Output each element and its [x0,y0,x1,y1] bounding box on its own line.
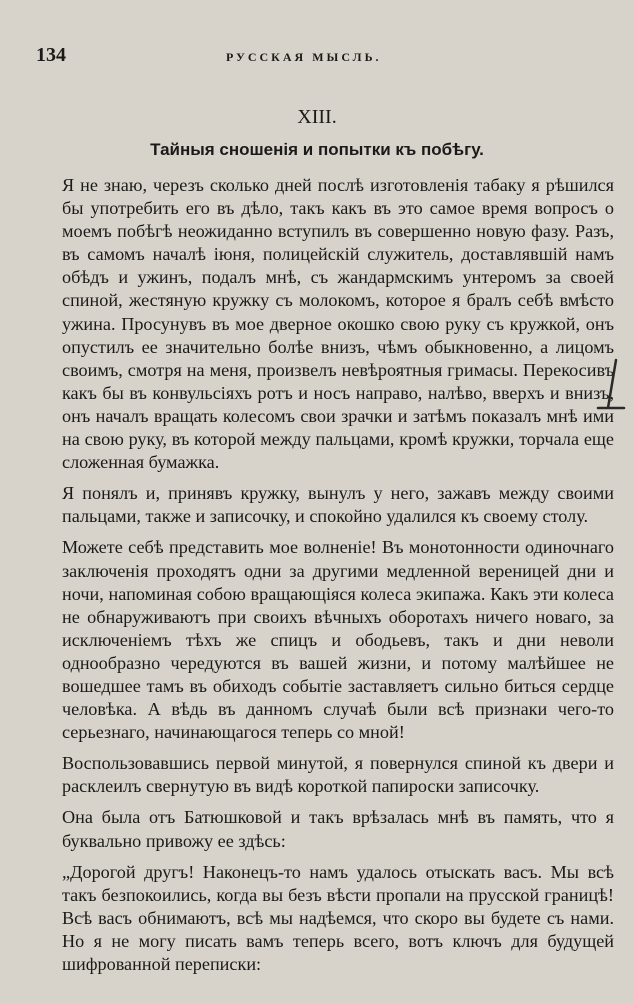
paragraph: Можете себѣ представить мое волненіе! Въ монотонности одиночнаго заключенія проходятъ одни за другими медленной вереницей дни и ночи, напоминая собою вращающіяся колеса экипажа. Какъ эти колеса не обнаруживаютъ при своихъ вѣчныхъ оборотахъ ничего новаго, за исключеніемъ тѣхъ же спицъ и ободьевъ, такъ и дни неволи однообразно чередуются въ вашей жизни, и потому малѣйшее не вошедшее тамъ въ обиходъ событіе заставляетъ сильно биться сердце человѣка. А вѣдь въ данномъ случаѣ были всѣ признаки чего-то серьезнаго, начинающагося теперь со мной! [62,537,614,743]
chapter-number: XIII. [297,106,337,128]
body-text [62,174,614,984]
paragraph: „Дорогой другъ! Наконецъ-то намъ удалось отыскать васъ. Мы всѣ такъ безпокоились, когда вы безъ вѣсти пропали на прусской границѣ! Всѣ васъ обнимаютъ, всѣ мы надѣемся, что скоро вы будете съ нами. Но я не могу писать вамъ теперь всего, вотъ ключъ для будущей шифрованной переписки: [62,861,614,974]
paragraph: Я не знаю, черезъ сколько дней послѣ изготовленія табаку я рѣшился бы употребить его въ дѣло, такъ какъ въ это самое время вопросъ о моемъ побѣгѣ неожиданно вступилъ въ совершенно новую фазу. Разъ, въ самомъ началѣ іюня, полицейскій служитель, доставлявшій намъ обѣдъ и ужинъ, подалъ мнѣ, съ жандармскимъ унтеромъ за своей спиной, жестяную кружку съ молокомъ, которое я бралъ себѣ вмѣсто ужина. Просунувъ въ мое дверное окошко свою руку съ кружкой, онъ опустилъ ее значительно болѣе внизъ, чѣмъ обыкновенно, а лицомъ своимъ, смотря на меня, произвелъ невѣроятныя гримасы. Перекосивъ какъ бы въ конвульсіяхъ ротъ и носъ направо, налѣво, вверхъ и внизъ, онъ началъ вращать колесомъ свои зрачки и затѣмъ показалъ мнѣ ими на свою руку, въ которой между пальцами, кромѣ кружки, торчала еще сложенная бумажка. [62,175,614,473]
running-head: РУССКАЯ МЫСЛЬ. [226,50,382,64]
page-header [36,44,596,74]
paragraph: Я понялъ и, принявъ кружку, вынулъ у него, зажавъ между своими пальцами, также и записочку, и спокойно удалился къ своему столу. [62,483,614,527]
paragraph: Воспользовавшись первой минутой, я повернулся спиной къ двери и расклеилъ свернутую въ видѣ короткой папироски записочку. [62,753,614,797]
chapter-title: Тайныя сношенія и попытки къ побѣгу. [150,140,484,159]
page-number: 134 [36,44,66,66]
paragraph: Она была отъ Батюшковой и такъ врѣзалась мнѣ въ память, что я буквально привожу ее здѣсь: [62,807,614,851]
